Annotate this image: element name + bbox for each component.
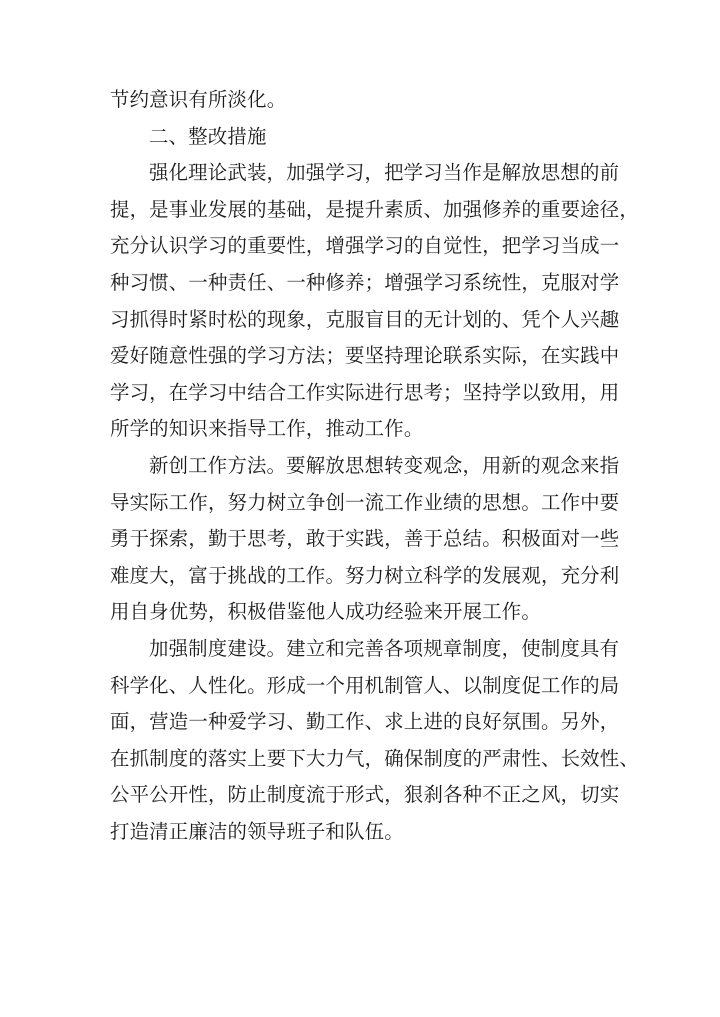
text-line: 面，营造一种爱学习、勤工作、求上进的良好氛围。另外， [110,710,620,734]
text-line: 节约意识有所淡化。 [110,88,287,111]
text-line: 习抓得时紧时松的现象，克服盲目的无计划的、凭个人兴趣 [110,307,620,331]
document-body [110,82,639,850]
text-line: 科学化、人性化。形成一个用机制管人、以制度促工作的局 [110,673,620,697]
text-line: 爱好随意性强的学习方法；要坚持理论联系实际，在实践中 [110,344,620,368]
text-line: 勇于探索，勤于思考，敢于实践，善于总结。积极面对一些 [110,527,620,551]
text-line: 打造清正廉洁的领导班子和队伍。 [110,819,404,843]
text-line: 导实际工作，努力树立争创一流工作业绩的思想。工作中要 [110,490,620,514]
text-line: 难度大，富于挑战的工作。努力树立科学的发展观，充分利 [110,563,620,587]
text-line: 用自身优势，积极借鉴他人成功经验来开展工作。 [110,600,541,624]
text-line: 新创工作方法。要解放思想转变观念，用新的观念来指 [149,453,620,477]
text-line: 学习，在学习中结合工作实际进行思考；坚持学以致用，用 [110,380,620,404]
text-line: 在抓制度的落实上要下大力气，确保制度的严肃性、长效性、 [110,746,639,770]
text-line: 强化理论武装，加强学习，把学习当作是解放思想的前 [149,161,620,185]
text-line: 加强制度建设。建立和完善各项规章制度，使制度具有 [149,636,620,660]
section-heading: 二、整改措施 [149,124,267,148]
text-line: 种习惯、一种责任、一种修养；增强学习系统性，克服对学 [110,270,620,294]
text-line: 所学的知识来指导工作，推动工作。 [110,417,424,441]
text-line: 公平公开性，防止制度流于形式，狠刹各种不正之风，切实 [110,783,620,807]
text-line: 提，是事业发展的基础，是提升素质、加强修养的重要途径， [110,197,639,221]
text-line: 充分认识学习的重要性，增强学习的自觉性，把学习当成一 [110,234,620,258]
